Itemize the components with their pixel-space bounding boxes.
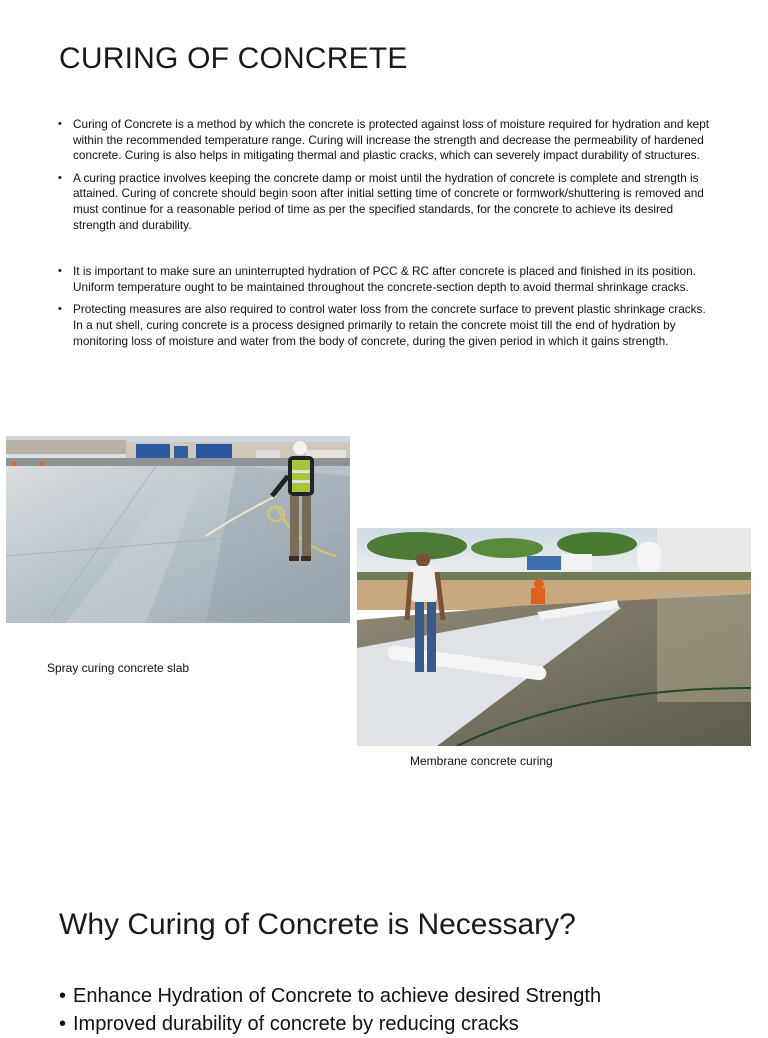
list-item [59,1010,759,1038]
spray-curing-image [6,436,350,623]
bullet-marker: • [59,985,67,1007]
list-item [59,982,759,1010]
spray-curing-photo [6,436,350,623]
list-item [56,264,716,295]
necessity-list [59,982,759,1038]
bullet-list [56,117,716,349]
bullet-text: Protecting measures are also required to control water loss from the concrete surface to prevent plastic shrinkage cracks. In a nut shell, curing concrete is a process designed primarily to retain the concrete moist till the end of hydration by monitoring loss of moisture and water from the body of concrete, during the given period in which it gains strength. [73,302,706,348]
bullet-text: A curing practice involves keeping the concrete damp or moist until the hydration of concrete is complete and strength is attained. Curing of concrete should begin soon after initial setting time of concrete or formwork/shuttering is removed and must continue for a reasonable period of time as per the specified standards, for the concrete to achieve its desired strength and durability. [73,170,704,232]
bullet-marker: • [58,303,62,316]
section-title: Why Curing of Concrete is Necessary? [59,908,576,941]
bullet-text: Enhance Hydration of Concrete to achieve desired Strength [73,985,602,1007]
spray-caption: Spray curing concrete slab [47,661,190,675]
list-item [56,302,716,349]
list-item [56,171,716,233]
bullet-text: Improved durability of concrete by reducing cracks [73,1013,519,1035]
bullet-marker: • [59,1013,67,1035]
slide-title: CURING OF CONCRETE [59,42,408,75]
bullet-marker: • [58,118,62,130]
bullet-text: It is important to make sure an uninterrupted hydration of PCC & RC after concrete is placed and finished in its position. Uniform temperature ought to be maintained throughout the concrete-section depth to avoid thermal shrinkage cracks. [73,264,696,294]
bullet-text: Curing of Concrete is a method by which the concrete is protected against loss of moisture required for hydration and kept within the recommended temperature range. Curing will increase the strength and decrease the permeability of hardened concrete. Curing is also helps in mitigating thermal and plastic cracks, which can severely impact durability of structures. [73,117,710,163]
membrane-curing-photo [357,528,751,746]
membrane-caption: Membrane concrete curing [410,754,553,768]
list-item [56,117,716,164]
bullet-marker: • [58,171,62,184]
bullet-marker: • [58,265,62,278]
membrane-curing-image [357,528,751,746]
